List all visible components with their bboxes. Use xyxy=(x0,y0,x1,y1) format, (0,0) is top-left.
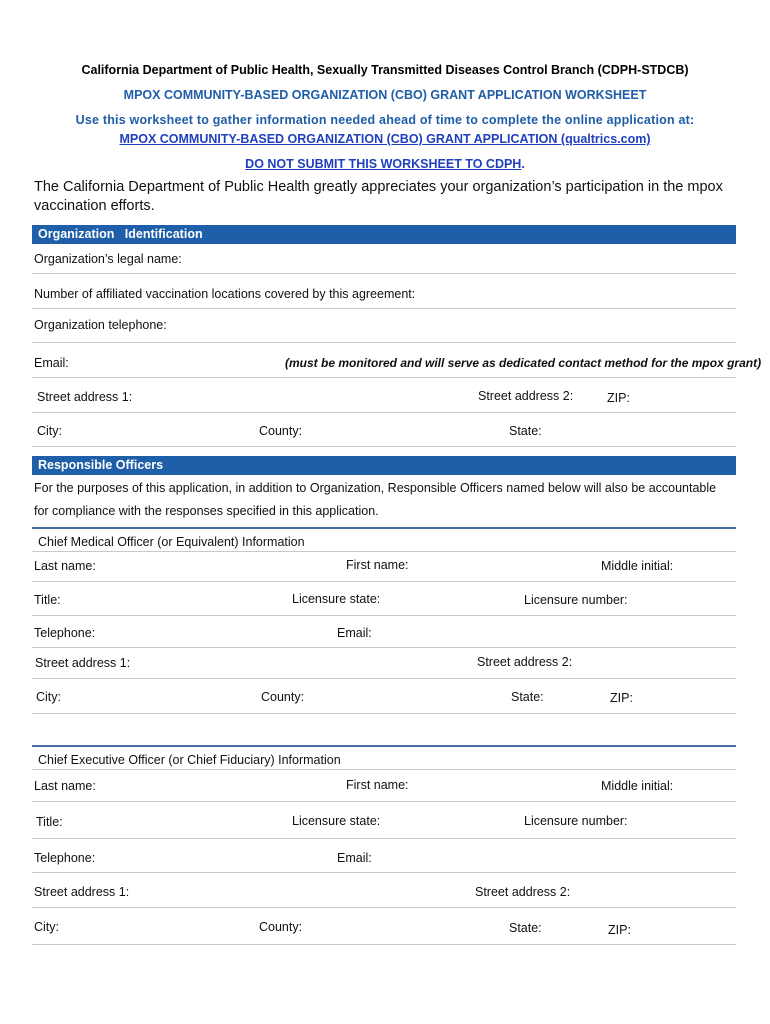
divider xyxy=(32,647,736,648)
divider xyxy=(32,581,736,582)
divider xyxy=(32,678,736,679)
cmo-zip-label: ZIP: xyxy=(610,691,633,705)
worksheet-title: MPOX COMMUNITY-BASED ORGANIZATION (CBO) GRANT APPLICATION WORKSHEET xyxy=(123,88,647,102)
divider xyxy=(32,907,736,908)
cmo-telephone-label: Telephone: xyxy=(34,626,96,640)
officers-section-header xyxy=(32,456,736,475)
cmo-licensure-number-label: Licensure number: xyxy=(524,593,628,607)
officers-description: For the purposes of this application, in addition to Organization, Responsible Officers named below will also be accountable for compliance with the responses specified in this application. xyxy=(34,481,717,518)
cmo-last-name-label: Last name: xyxy=(34,559,96,573)
do-not-submit-warning xyxy=(0,157,770,171)
email-note: (must be monitored and will serve as dedicated contact method for the mpox grant) xyxy=(285,356,762,370)
divider xyxy=(32,377,736,378)
divider xyxy=(32,273,736,274)
ceo-telephone-label: Telephone: xyxy=(34,851,96,865)
cmo-section-title: Chief Medical Officer (or Equivalent) Information xyxy=(38,535,305,549)
divider xyxy=(32,308,736,309)
ceo-state-label: State: xyxy=(509,921,542,935)
cmo-state-label: State: xyxy=(511,690,544,704)
warning-suffix: . xyxy=(521,157,525,171)
ceo-title-label: Title: xyxy=(36,815,63,829)
divider xyxy=(32,342,736,343)
ceo-last-name-label: Last name: xyxy=(34,779,96,793)
divider xyxy=(32,446,736,447)
org-telephone-label: Organization telephone: xyxy=(34,318,167,332)
intro-paragraph: The California Department of Public Health greatly appreciates your organization’s participation in the mpox vaccination efforts. xyxy=(34,179,723,214)
locations-label: Number of affiliated vaccination locations covered by this agreement: xyxy=(34,287,416,301)
ceo-city-label: City: xyxy=(34,920,59,934)
divider xyxy=(32,412,736,413)
cmo-top-rule xyxy=(32,527,736,529)
ceo-email-label: Email: xyxy=(337,851,372,865)
cmo-licensure-state-label: Licensure state: xyxy=(292,592,381,606)
divider xyxy=(32,551,736,552)
divider xyxy=(32,838,736,839)
divider xyxy=(32,713,736,714)
cmo-street2-label: Street address 2: xyxy=(477,655,573,669)
ceo-zip-label: ZIP: xyxy=(608,923,631,937)
cmo-county-label: County: xyxy=(261,690,305,704)
org-street1-label: Street address 1: xyxy=(37,390,133,404)
org-section-title: Organization Identification xyxy=(38,227,203,241)
cmo-street1-label: Street address 1: xyxy=(35,656,131,670)
org-county-label: County: xyxy=(259,424,303,438)
ceo-street2-label: Street address 2: xyxy=(475,885,571,899)
ceo-licensure-state-label: Licensure state: xyxy=(292,814,381,828)
ceo-street1-label: Street address 1: xyxy=(34,885,130,899)
application-link[interactable]: MPOX COMMUNITY-BASED ORGANIZATION (CBO) GRANT APPLICATION (qualtrics.com) xyxy=(119,132,651,146)
ceo-middle-initial-label: Middle initial: xyxy=(601,779,674,793)
agency-title: California Department of Public Health, Sexually Transmitted Diseases Control Branch (CDPH-STDCB) xyxy=(81,63,689,77)
divider xyxy=(32,872,736,873)
cmo-email-label: Email: xyxy=(337,626,372,640)
officers-section-title: Responsible Officers xyxy=(38,458,164,472)
instruction-text: Use this worksheet to gather information needed ahead of time to complete the online application at: xyxy=(75,113,695,127)
divider xyxy=(32,769,736,770)
divider xyxy=(32,944,736,945)
ceo-licensure-number-label: Licensure number: xyxy=(524,814,628,828)
divider xyxy=(32,615,736,616)
cmo-middle-initial-label: Middle initial: xyxy=(601,559,674,573)
ceo-section-title: Chief Executive Officer (or Chief Fiduciary) Information xyxy=(38,753,341,767)
org-street2-label: Street address 2: xyxy=(478,389,574,403)
org-zip-label: ZIP: xyxy=(607,391,630,405)
org-city-label: City: xyxy=(37,424,62,438)
legal-name-label: Organization’s legal name: xyxy=(34,252,182,266)
ceo-first-name-label: First name: xyxy=(346,778,409,792)
ceo-top-rule xyxy=(32,745,736,747)
org-state-label: State: xyxy=(509,424,542,438)
ceo-county-label: County: xyxy=(259,920,303,934)
org-section-header xyxy=(32,225,736,244)
warning-text: DO NOT SUBMIT THIS WORKSHEET TO CDPH xyxy=(245,157,522,171)
org-email-label: Email: xyxy=(34,356,69,370)
cmo-title-label: Title: xyxy=(34,593,61,607)
cmo-first-name-label: First name: xyxy=(346,558,409,572)
cmo-city-label: City: xyxy=(36,690,61,704)
divider xyxy=(32,801,736,802)
